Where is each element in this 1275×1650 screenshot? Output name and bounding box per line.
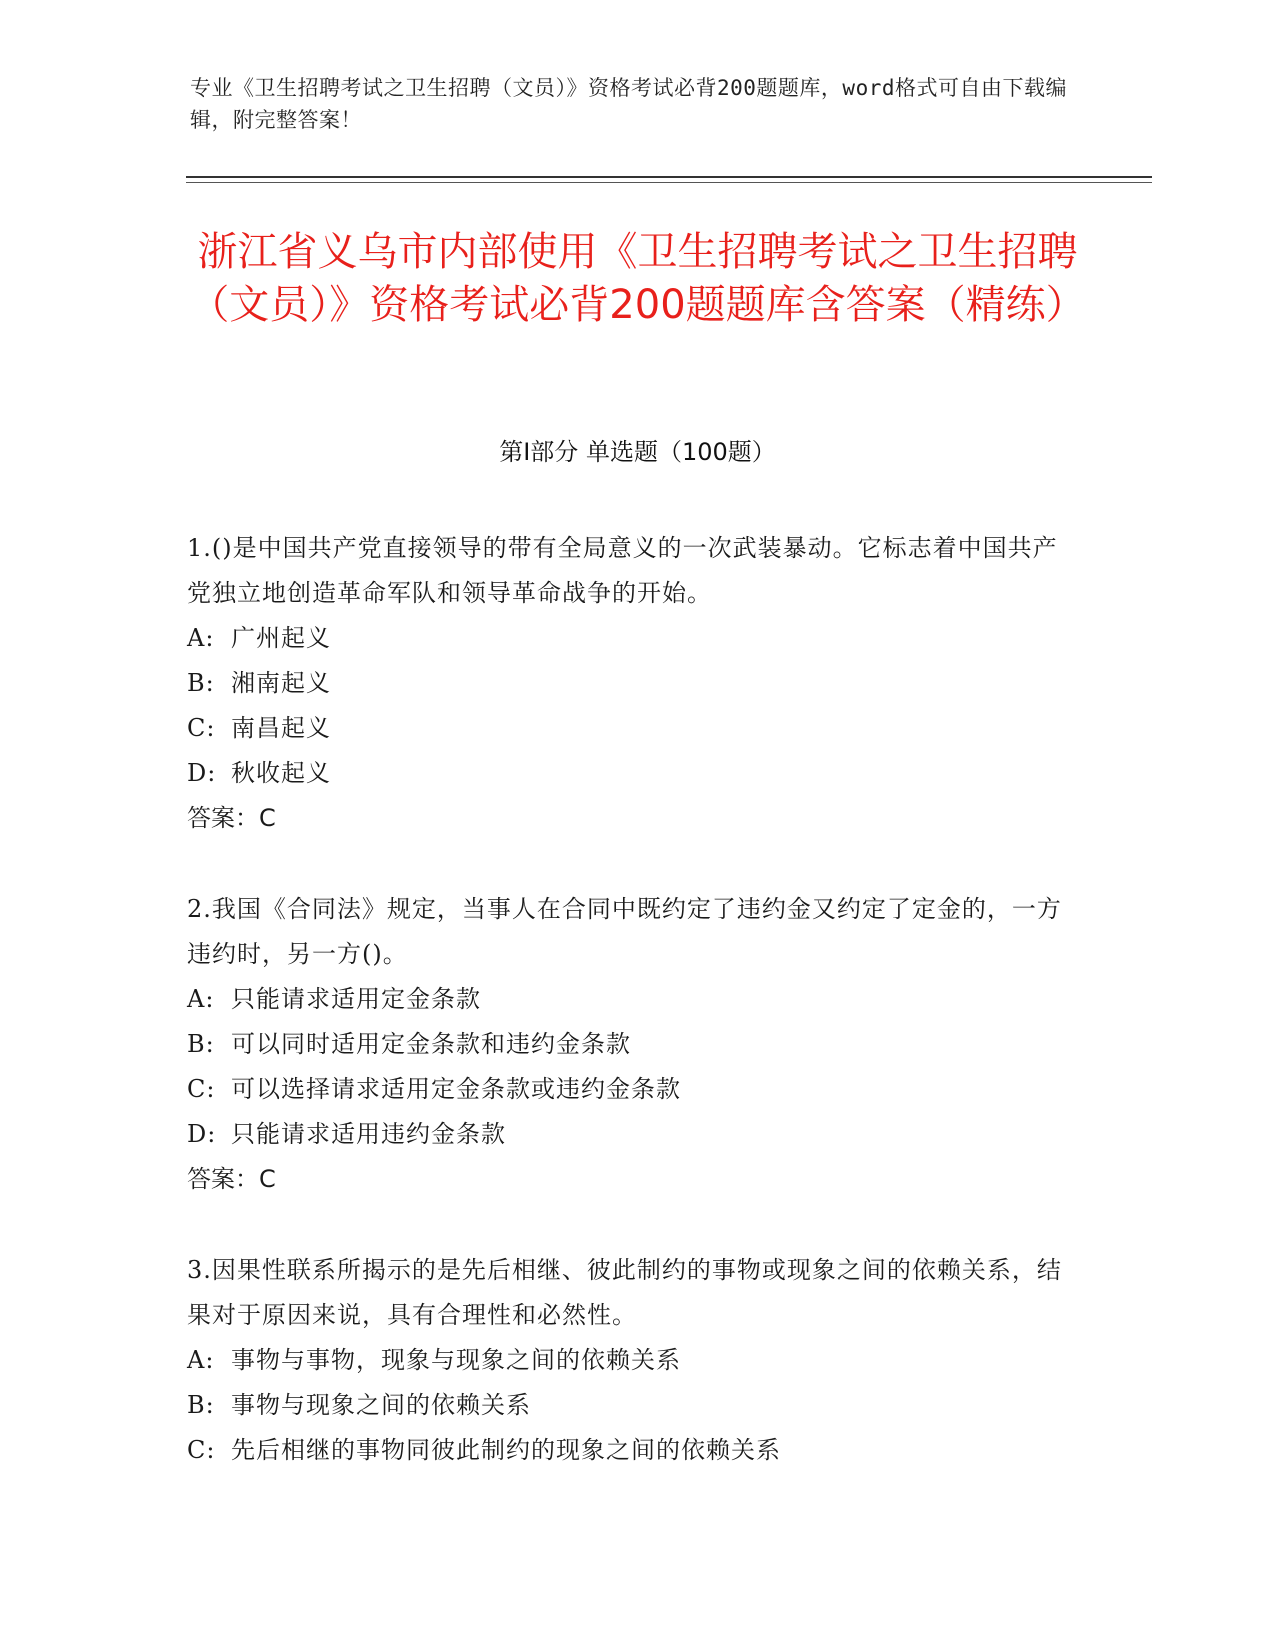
header-note: 专业《卫生招聘考试之卫生招聘（文员）》资格考试必背200题题库，word格式可自由下载编辑，附完整答案！: [190, 76, 1067, 132]
option-d: [187, 751, 1067, 796]
option-key: B:: [187, 1030, 215, 1058]
option-c: [187, 1428, 1067, 1473]
option-text: 只能请求适用定金条款: [231, 985, 481, 1013]
answer-line: 答案：C: [187, 804, 276, 832]
question-item: [187, 526, 1067, 841]
option-c: [187, 706, 1067, 751]
option-text: 可以选择请求适用定金条款或违约金条款: [231, 1075, 681, 1103]
header-divider-thin: [186, 182, 1152, 183]
option-text: 先后相继的事物同彼此制约的现象之间的依赖关系: [231, 1436, 781, 1464]
option-text: 湘南起义: [231, 669, 331, 697]
question-item: [187, 1248, 1067, 1473]
option-text: 秋收起义: [231, 759, 331, 787]
option-key: C:: [187, 714, 216, 742]
option-key: D:: [187, 1120, 217, 1148]
option-text: 事物与现象之间的依赖关系: [231, 1391, 531, 1419]
option-a: [187, 1338, 1067, 1383]
question-item: [187, 887, 1067, 1202]
question-stem: 2.我国《合同法》规定，当事人在合同中既约定了违约金又约定了定金的，一方违约时，另一方()。: [187, 895, 1062, 968]
option-a: [187, 616, 1067, 661]
option-text: 事物与事物，现象与现象之间的依赖关系: [231, 1346, 681, 1374]
answer-line: 答案：C: [187, 1165, 276, 1193]
option-text: 广州起义: [231, 624, 331, 652]
option-b: [187, 1022, 1067, 1067]
option-key: B:: [187, 1391, 215, 1419]
option-key: D:: [187, 759, 217, 787]
option-text: 可以同时适用定金条款和违约金条款: [231, 1030, 631, 1058]
option-b: [187, 661, 1067, 706]
option-c: [187, 1067, 1067, 1112]
option-text: 南昌起义: [231, 714, 331, 742]
option-key: A:: [187, 1346, 215, 1374]
option-key: A:: [187, 624, 215, 652]
option-text: 只能请求适用违约金条款: [231, 1120, 506, 1148]
section-title: 第I部分 单选题（100题）: [499, 438, 776, 466]
option-key: A:: [187, 985, 215, 1013]
option-key: C:: [187, 1075, 216, 1103]
document-title: 浙江省义乌市内部使用《卫生招聘考试之卫生招聘（文员）》资格考试必背200题题库含答案（精练）: [189, 229, 1086, 328]
option-key: C:: [187, 1436, 216, 1464]
option-b: [187, 1383, 1067, 1428]
option-d: [187, 1112, 1067, 1157]
question-stem: 1.()是中国共产党直接领导的带有全局意义的一次武装暴动。它标志着中国共产党独立地创造革命军队和领导革命战争的开始。: [187, 534, 1058, 607]
option-a: [187, 977, 1067, 1022]
header-divider-thick: [186, 176, 1152, 178]
option-key: B:: [187, 669, 215, 697]
question-stem: 3.因果性联系所揭示的是先后相继、彼此制约的事物或现象之间的依赖关系，结果对于原因来说，具有合理性和必然性。: [187, 1256, 1062, 1329]
